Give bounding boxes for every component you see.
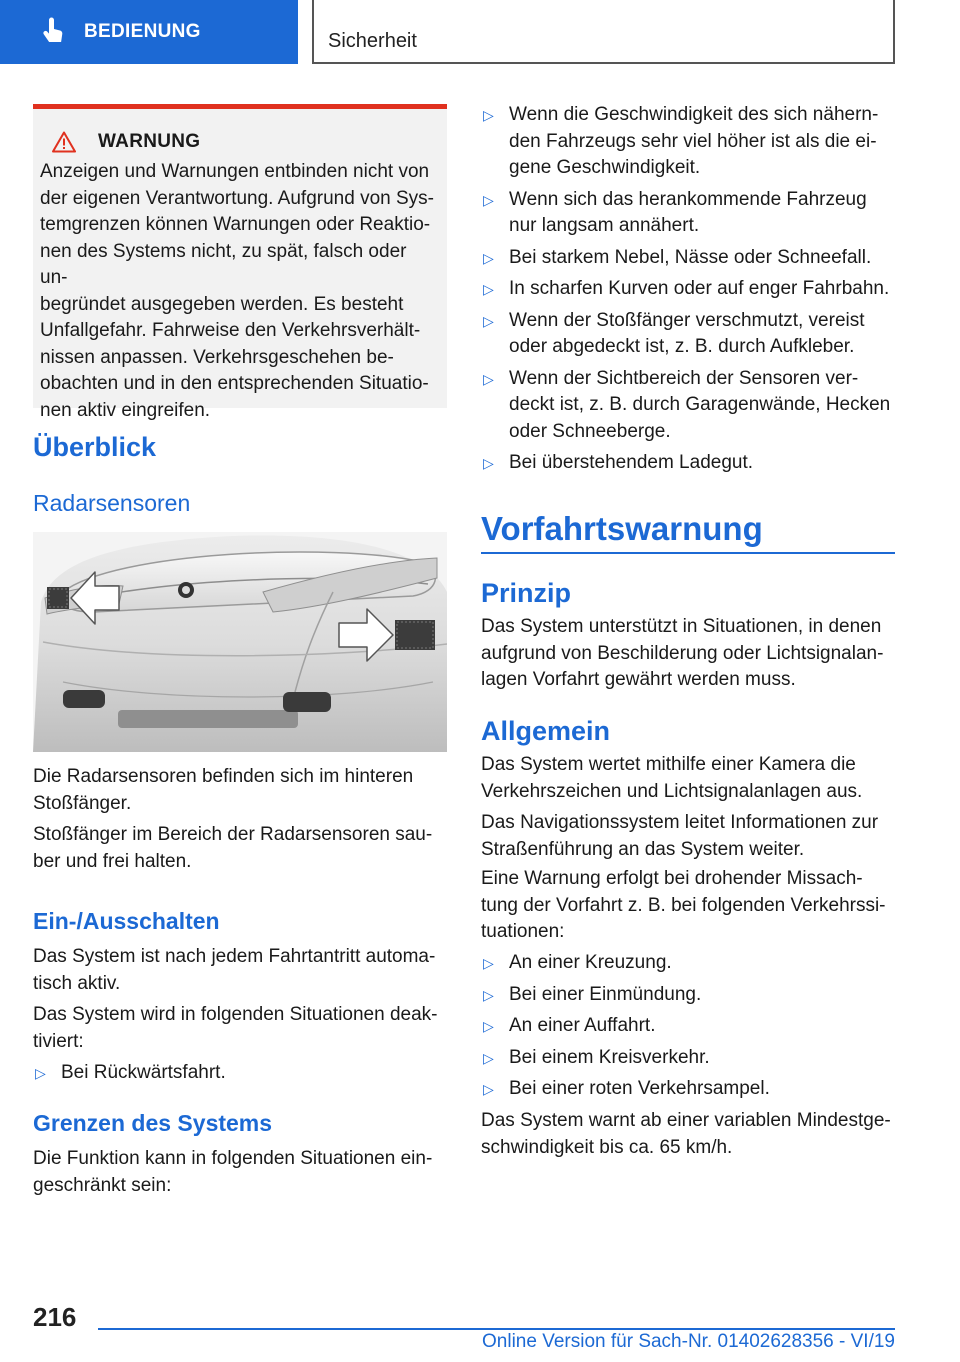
- warning-triangle-icon: [52, 131, 76, 153]
- onoff-text-1: Das System ist nach jedem Fahrtantritt automa- tisch aktiv.: [33, 946, 436, 994]
- limits-list: [481, 102, 895, 477]
- situation-list: [481, 950, 895, 1103]
- bullet-triangle-icon: ▷: [483, 986, 494, 1003]
- footer-rule: [98, 1328, 895, 1330]
- limits-heading: Grenzen des Systems: [33, 1110, 273, 1136]
- list-item: ▷ Wenn die Geschwindigkeit des sich nähern- den Fahrzeugs sehr viel höher ist als die ei- gene Geschwindigkeit.: [481, 102, 895, 182]
- onoff-heading: Ein-/Ausschalten: [33, 908, 220, 934]
- hand-pointer-icon: [38, 17, 68, 47]
- car-rear-illustration: [33, 532, 447, 752]
- list-item: ▷ Bei Rückwärtsfahrt.: [33, 1060, 447, 1087]
- bullet-triangle-icon: ▷: [483, 1049, 494, 1066]
- warning-header: [52, 131, 437, 153]
- bullet-triangle-icon: ▷: [483, 955, 494, 971]
- bullet-triangle-icon: ▷: [483, 455, 494, 471]
- online-version-link[interactable]: Online Version für Sach-Nr. 01402628356 - VI/19: [482, 1331, 895, 1352]
- list-item: ▷ Bei einer Einmündung.: [481, 982, 895, 1009]
- list-item: ▷ An einer Auffahrt.: [481, 1013, 895, 1040]
- list-item: ▷ Bei starkem Nebel, Nässe oder Schneefall.: [481, 245, 895, 272]
- list-item: ▷ Bei einem Kreisverkehr.: [481, 1045, 895, 1072]
- list-item: ▷ An einer Kreuzung.: [481, 950, 895, 977]
- list-item: ▷ Wenn der Sichtbereich der Sensoren ver- deckt ist, z. B. durch Garagenwände, Hecken oder Schneeberge.: [481, 366, 895, 446]
- chapter-tab-label: BEDIENUNG: [84, 21, 201, 42]
- bullet-triangle-icon: ▷: [483, 1018, 494, 1034]
- radar-clean-text: Stoßfänger im Bereich der Radarsensoren sau- ber und frei halten.: [33, 824, 433, 872]
- general-text-2: Das Navigationssystem leitet Informationen zur Straßenführung an das System weiter.: [481, 812, 879, 860]
- general-heading: Allgemein: [481, 716, 611, 746]
- warning-text: Anzeigen und Warnungen entbinden nicht von der eigenen Verantwortung. Aufgrund von Sys- temgrenzen können Warnungen oder Reaktio- nen des Systems nicht, zu spät, falsch oder un- begründet ausgegeben werden. Es besteht Unfallgefahr. Fahrweise den Verkehrsverhält- nissen anpassen. Verkehrsgeschehen be- obachten und in den entsprechenden Situatio- nen aktiv eingreifen.: [40, 161, 434, 421]
- bullet-triangle-icon: ▷: [483, 312, 494, 329]
- section-header: [312, 0, 895, 64]
- bullet-triangle-icon: ▷: [483, 370, 494, 387]
- bullet-triangle-icon: ▷: [483, 107, 494, 123]
- radar-location-text: Die Radarsensoren befinden sich im hinteren Stoßfänger.: [33, 766, 414, 814]
- page-number: 216: [33, 1302, 77, 1332]
- warning-title: WARNUNG: [98, 131, 201, 152]
- radar-heading: Radarsensoren: [33, 490, 191, 516]
- principle-text: Das System unterstützt in Situationen, in denen aufgrund von Beschilderung oder Lichtsignalan- lagen Vorfahrt gewährt werden muss.: [481, 616, 884, 690]
- list-item: ▷ Wenn der Stoßfänger verschmutzt, vereist oder abgedeckt ist, z. B. durch Aufkleber.: [481, 308, 895, 361]
- final-text: Das System warnt ab einer variablen Mindestge- schwindigkeit bis ca. 65 km/h.: [481, 1110, 891, 1158]
- list-item: ▷ Wenn sich das herankommende Fahrzeug nur langsam annähert.: [481, 187, 895, 240]
- list-item: ▷ Bei einer roten Verkehrsampel.: [481, 1076, 895, 1103]
- bullet-triangle-icon: ▷: [483, 1081, 494, 1097]
- section-header-label: Sicherheit: [328, 30, 417, 52]
- warning-box: [33, 104, 447, 421]
- bullet-triangle-icon: ▷: [483, 191, 494, 208]
- bullet-triangle-icon: ▷: [483, 249, 494, 266]
- car-rear-radar-image: [33, 532, 447, 752]
- bullet-triangle-icon: ▷: [483, 281, 494, 297]
- general-text-1: Das System wertet mithilfe einer Kamera die Verkehrszeichen und Lichtsignalanlagen aus.: [481, 754, 863, 802]
- main-heading: Vorfahrtswarnung: [481, 510, 763, 547]
- list-item: ▷ In scharfen Kurven oder auf enger Fahrbahn.: [481, 276, 895, 303]
- onoff-text-2: Das System wird in folgenden Situationen deak- tiviert:: [33, 1004, 438, 1052]
- list-item: ▷ Bei überstehendem Ladegut.: [481, 450, 895, 477]
- main-heading-rule: [481, 552, 895, 554]
- bullet-triangle-icon: ▷: [35, 1065, 46, 1081]
- limits-text: Die Funktion kann in folgenden Situationen ein- geschränkt sein:: [33, 1148, 433, 1196]
- chapter-tab[interactable]: [0, 0, 298, 64]
- general-text-3: Eine Warnung erfolgt bei drohender Missach- tung der Vorfahrt z. B. bei folgenden Verkehrssi- tuationen:: [481, 868, 886, 942]
- principle-heading: Prinzip: [481, 578, 572, 608]
- overview-heading: Überblick: [33, 432, 157, 462]
